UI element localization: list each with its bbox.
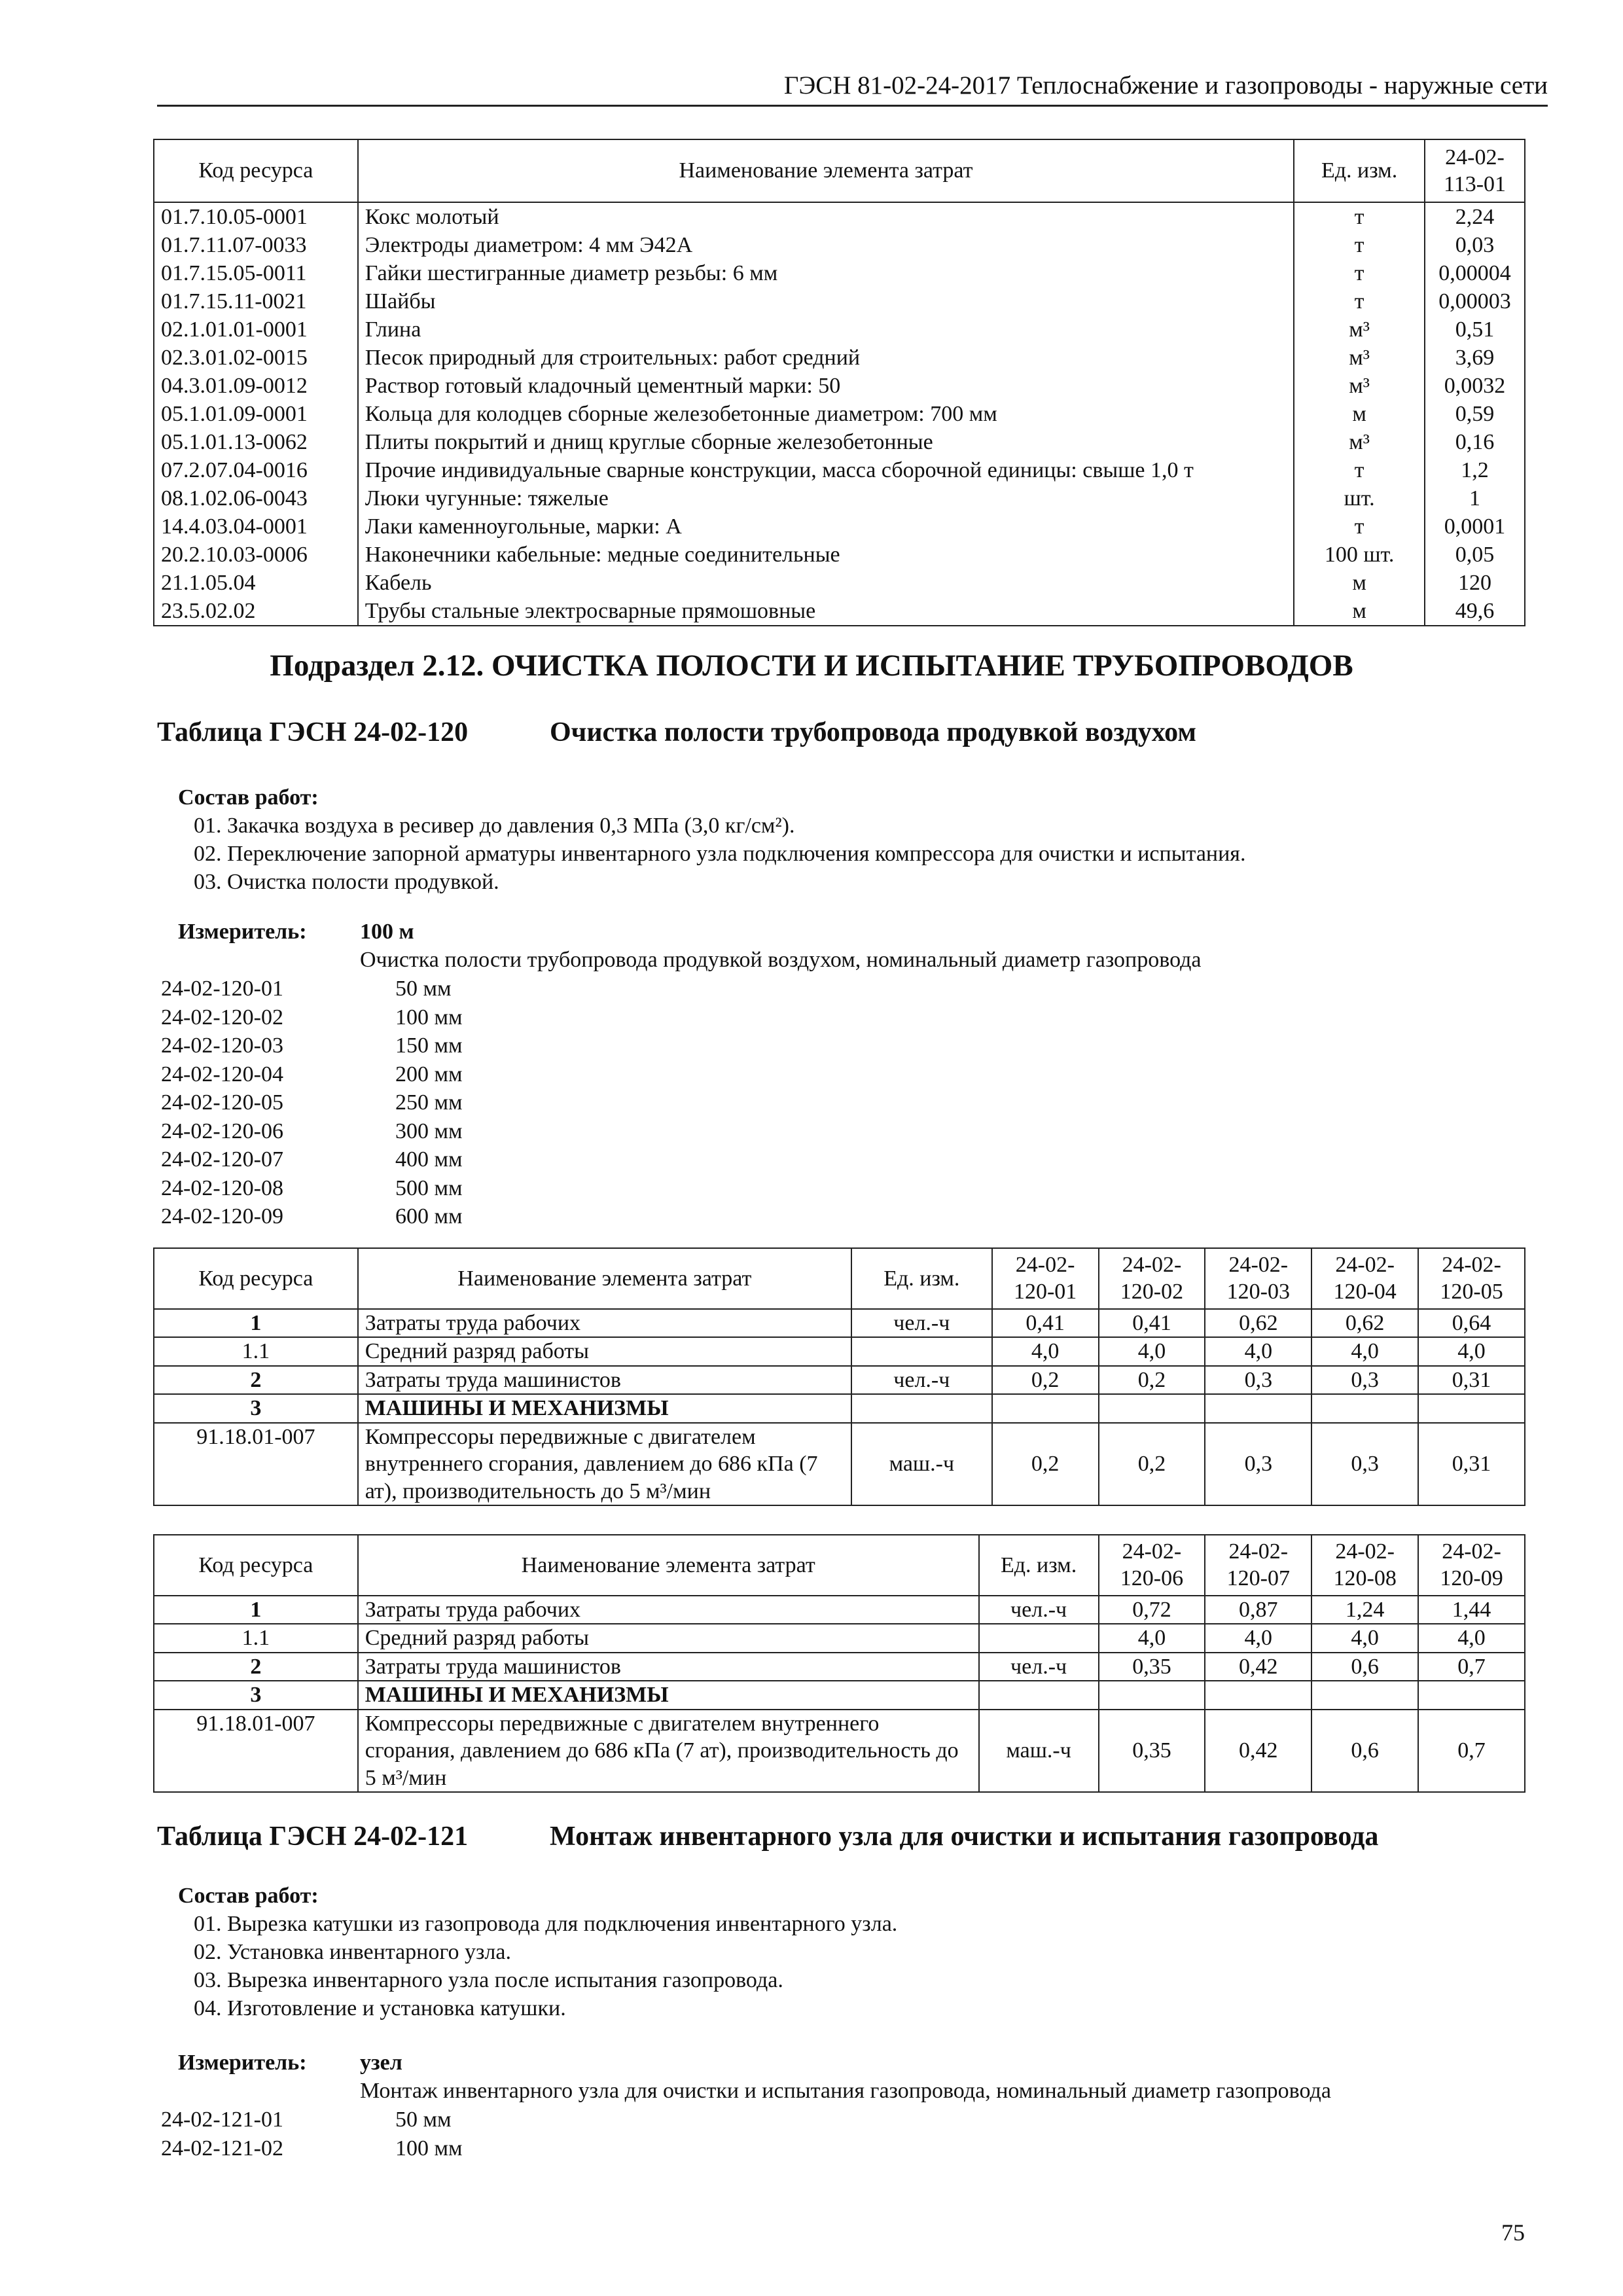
col-header-code: Код ресурса <box>154 1535 358 1596</box>
table-row: 05.1.01.13-0062 Плиты покрытий и днищ круглые сборные железобетонные м³ 0,16 <box>154 428 1525 456</box>
col-header-120-05: 24-02-120-05 <box>1418 1248 1525 1309</box>
table-row: 1 Затраты труда рабочих чел.-ч 0,72 0,87 1,24 1,44 <box>154 1596 1525 1624</box>
table-120-title: Очистка полости трубопровода продувкой воздухом <box>550 717 1196 747</box>
col-header-unit: Ед. изм. <box>1294 139 1425 202</box>
col-header-code: Код ресурса <box>154 139 358 202</box>
running-header: ГЭСН 81-02-24-2017 Теплоснабжение и газопроводы - наружные сети <box>783 71 1548 99</box>
table-header-row <box>154 1535 1525 1596</box>
meter-value-121: узел <box>360 2051 402 2075</box>
norm-diameter: 400 мм <box>395 1147 463 1172</box>
col-header-120-09: 24-02-120-09 <box>1418 1535 1525 1596</box>
table-row: 08.1.02.06-0043 Люки чугунные: тяжелые шт. 1 <box>154 484 1525 512</box>
col-header-name: Наименование элемента затрат <box>358 1248 851 1309</box>
work-item-120-3: 03. Очистка полости продувкой. <box>194 870 499 894</box>
table-row: 04.3.01.09-0012 Раствор готовый кладочный цементный марки: 50 м³ 0,0032 <box>154 372 1525 400</box>
norm-code: 24-02-120-06 <box>161 1119 283 1143</box>
norm-code: 24-02-120-01 <box>161 977 283 1001</box>
meter-label-120: Измеритель: <box>178 920 307 944</box>
table-row: 1.1 Средний разряд работы 4,0 4,0 4,0 4,0 <box>154 1624 1525 1652</box>
table-row: 05.1.01.09-0001 Кольца для колодцев сборные железобетонные диаметром: 700 мм м 0,59 <box>154 400 1525 428</box>
norm-code: 24-02-120-08 <box>161 1175 283 1200</box>
table-row: 91.18.01-007 Компрессоры передвижные с двигателем внутреннего сгорания, давлением до 686 кПа (7 ат), производительность до 5 м³/мин маш.-ч 0,2 0,2 0,3 0,3 0,31 <box>154 1423 1525 1505</box>
col-header-120-08: 24-02-120-08 <box>1311 1535 1418 1596</box>
table-row: 3 МАШИНЫ И МЕХАНИЗМЫ <box>154 1681 1525 1709</box>
col-header-name: Наименование элемента затрат <box>358 1535 979 1596</box>
resource-table-113 <box>153 139 1525 626</box>
table-121-heading <box>157 1821 1379 1852</box>
header-divider <box>157 105 1548 107</box>
norm-code: 24-02-121-01 <box>161 2108 283 2132</box>
table-121-title: Монтаж инвентарного узла для очистки и испытания газопровода <box>550 1821 1379 1852</box>
norm-diameter: 50 мм <box>395 2108 452 2132</box>
work-item-121-1: 01. Вырезка катушки из газопровода для подключения инвентарного узла. <box>194 1912 898 1936</box>
meter-desc-121: Монтаж инвентарного узла для очистки и испытания газопровода, номинальный диаметр газопровода <box>360 2079 1331 2103</box>
norm-diameter: 250 мм <box>395 1090 463 1115</box>
meter-value-120: 100 м <box>360 920 414 944</box>
table-row: 01.7.15.05-0011 Гайки шестигранные диаметр резьбы: 6 мм т 0,00004 <box>154 259 1525 287</box>
meter-label-121: Измеритель: <box>178 2051 307 2075</box>
col-header-120-01: 24-02-120-01 <box>992 1248 1099 1309</box>
table-row: 3 МАШИНЫ И МЕХАНИЗМЫ <box>154 1394 1525 1422</box>
table-row: 07.2.07.04-0016 Прочие индивидуальные сварные конструкции, масса сборочной единицы: свыше 1,0 т т 1,2 <box>154 456 1525 484</box>
table-row: 14.4.03.04-0001 Лаки каменноугольные, марки: А т 0,0001 <box>154 512 1525 541</box>
norm-code: 24-02-120-02 <box>161 1005 283 1030</box>
table-row: 91.18.01-007 Компрессоры передвижные с двигателем внутреннего сгорания, давлением до 686 кПа (7 ат), производительность до 5 м³/мин маш.-ч 0,35 0,42 0,6 0,7 <box>154 1710 1525 1792</box>
table-row: 01.7.10.05-0001 Кокс молотый т 2,24 <box>154 202 1525 231</box>
works-label-120: Состав работ: <box>178 785 319 810</box>
col-header-120-03: 24-02-120-03 <box>1205 1248 1311 1309</box>
page-number: 75 <box>1501 2219 1525 2246</box>
norm-diameter: 200 мм <box>395 1062 463 1086</box>
table-header-row <box>154 139 1525 202</box>
norm-code: 24-02-120-04 <box>161 1062 283 1086</box>
table-row: 1 Затраты труда рабочих чел.-ч 0,41 0,41 0,62 0,62 0,64 <box>154 1309 1525 1337</box>
col-header-120-04: 24-02-120-04 <box>1311 1248 1418 1309</box>
norm-code: 24-02-120-09 <box>161 1204 283 1229</box>
works-label-121: Состав работ: <box>178 1884 319 1908</box>
col-header-unit: Ед. изм. <box>851 1248 992 1309</box>
table-121-code: Таблица ГЭСН 24-02-121 <box>157 1821 469 1852</box>
table-row: 21.1.05.04 Кабель м 120 <box>154 569 1525 597</box>
col-header-120-06: 24-02-120-06 <box>1099 1535 1205 1596</box>
norm-table-120-01-05 <box>153 1247 1525 1506</box>
norm-diameter: 500 мм <box>395 1175 463 1200</box>
norm-code: 24-02-120-03 <box>161 1033 283 1058</box>
norm-code: 24-02-121-02 <box>161 2136 283 2161</box>
col-header-name: Наименование элемента затрат <box>358 139 1294 202</box>
norm-diameter: 100 мм <box>395 1005 463 1030</box>
table-header-row <box>154 1248 1525 1309</box>
norm-diameter: 600 мм <box>395 1204 463 1229</box>
norm-code: 24-02-120-07 <box>161 1147 283 1172</box>
table-row: 1.1 Средний разряд работы 4,0 4,0 4,0 4,0 4,0 <box>154 1337 1525 1365</box>
table-row: 20.2.10.03-0006 Наконечники кабельные: медные соединительные 100 шт. 0,05 <box>154 541 1525 569</box>
work-item-120-2: 02. Переключение запорной арматуры инвентарного узла подключения компрессора для очистки и испытания. <box>194 842 1246 866</box>
col-header-unit: Ед. изм. <box>979 1535 1099 1596</box>
table-120-code: Таблица ГЭСН 24-02-120 <box>157 717 469 747</box>
work-item-121-4: 04. Изготовление и установка катушки. <box>194 1996 566 2020</box>
work-item-121-2: 02. Установка инвентарного узла. <box>194 1940 511 1964</box>
col-header-120-07: 24-02-120-07 <box>1205 1535 1311 1596</box>
col-header-113-01: 24-02-113-01 <box>1425 139 1525 202</box>
table-120-heading <box>157 717 1196 748</box>
work-item-121-3: 03. Вырезка инвентарного узла после испытания газопровода. <box>194 1968 783 1992</box>
norm-code: 24-02-120-05 <box>161 1090 283 1115</box>
col-header-code: Код ресурса <box>154 1248 358 1309</box>
norm-diameter: 150 мм <box>395 1033 463 1058</box>
norm-diameter: 50 мм <box>395 977 452 1001</box>
norm-table-120-06-09 <box>153 1534 1525 1793</box>
work-item-120-1: 01. Закачка воздуха в ресивер до давления 0,3 МПа (3,0 кг/см²). <box>194 814 795 838</box>
table-row: 2 Затраты труда машинистов чел.-ч 0,35 0,42 0,6 0,7 <box>154 1653 1525 1681</box>
col-header-120-02: 24-02-120-02 <box>1099 1248 1205 1309</box>
table-row: 01.7.15.11-0021 Шайбы т 0,00003 <box>154 287 1525 315</box>
norm-diameter: 300 мм <box>395 1119 463 1143</box>
table-row: 23.5.02.02 Трубы стальные электросварные прямошовные м 49,6 <box>154 597 1525 626</box>
table-row: 02.3.01.02-0015 Песок природный для строительных: работ средний м³ 3,69 <box>154 344 1525 372</box>
table-row: 02.1.01.01-0001 Глина м³ 0,51 <box>154 315 1525 344</box>
table-row: 2 Затраты труда машинистов чел.-ч 0,2 0,2 0,3 0,3 0,31 <box>154 1366 1525 1394</box>
table-row: 01.7.11.07-0033 Электроды диаметром: 4 мм Э42А т 0,03 <box>154 231 1525 259</box>
norm-diameter: 100 мм <box>395 2136 463 2161</box>
subsection-title: Подраздел 2.12. ОЧИСТКА ПОЛОСТИ И ИСПЫТАНИЕ ТРУБОПРОВОДОВ <box>270 649 1353 683</box>
meter-desc-120: Очистка полости трубопровода продувкой воздухом, номинальный диаметр газопровода <box>360 948 1202 972</box>
